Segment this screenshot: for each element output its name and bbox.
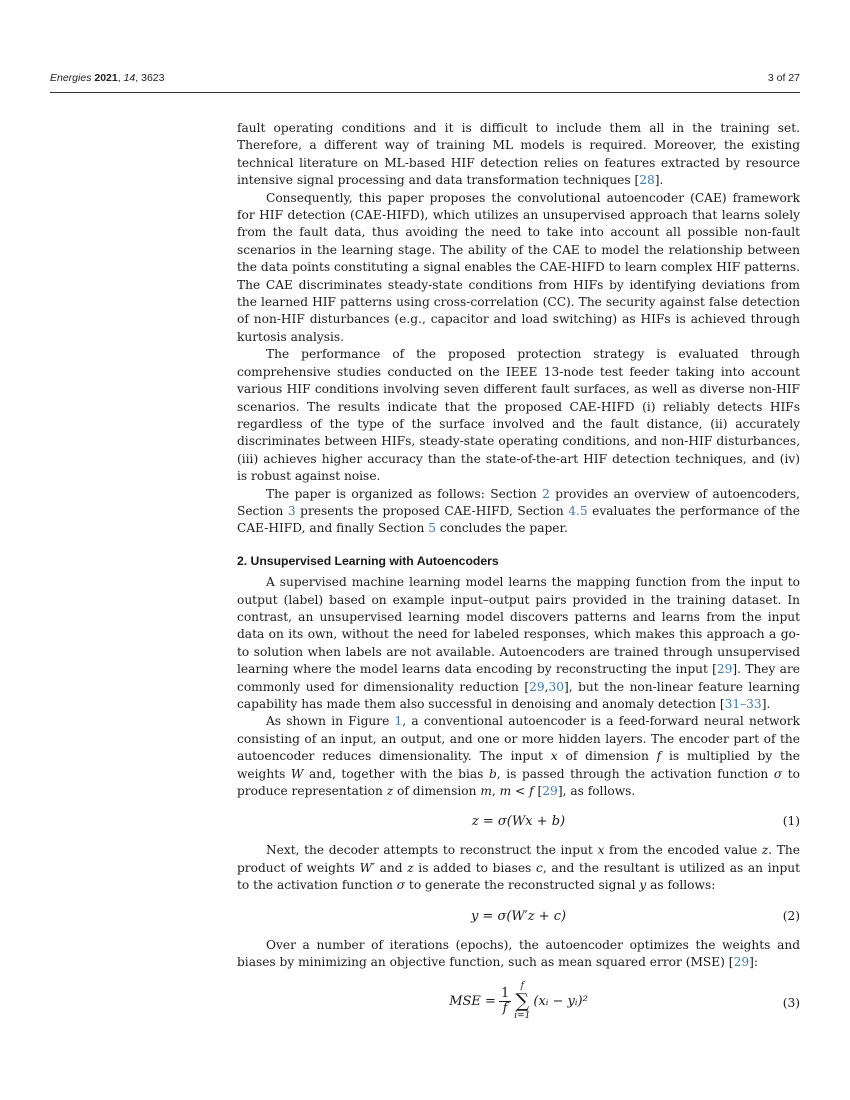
citation-30[interactable]: 30 [548,679,565,694]
paragraph-1-text: fault operating conditions and it is difficult to include them all in the training set. Therefore, a different way of training ML models is required. Moreover, the existing technical literature on ML-based HIF detection relies on features extracted by resource intensive signal processing and data transformation techniques [ [237,121,800,188]
section-2-heading: 2. Unsupervised Learning with Autoencoders [237,553,499,568]
equation-1 [237,813,800,830]
section-link-4-5[interactable]: 4.5 [568,503,588,518]
var-W: W [290,766,304,781]
p7-b: from the encoded value [604,843,762,858]
p4-c: presents the proposed CAE-HIFD, Section [295,503,569,518]
p4-b: provides an overview of autoencoders, Section [237,486,800,518]
paragraph-1 [237,120,800,190]
p6-h: to produce representation [237,766,800,799]
p7-f: , and the resultant is utilized as an input to the activation function [237,860,800,893]
equation-2-formula: y = σ(W′z + c) [470,908,567,924]
equation-3-number: (3) [782,996,800,1011]
var-sigma: σ [773,766,783,781]
section-link-3[interactable]: 3 [287,503,296,518]
p6-e: and, together with the bias [303,766,489,781]
section-link-2[interactable]: 2 [542,486,550,501]
citation-28[interactable]: 28 [639,173,655,188]
var-sigma: σ [396,878,406,893]
p4-e: concludes the paper. [435,521,568,536]
article-number: 3623 [141,72,165,84]
equation-2 [237,908,800,925]
page-number: 3 of 27 [767,72,800,84]
p8-b: ]: [749,955,758,970]
citation-31-33[interactable]: 31–33 [724,697,762,711]
p7-g: to generate the reconstructed signal [405,878,640,893]
p7-a: Next, the decoder attempts to reconstruct the input [266,843,598,858]
mse-lhs: MSE = [449,994,496,1010]
p4-a: The paper is organized as follows: Section [266,486,543,501]
journal-name: Energies [50,72,92,84]
var-x: x [597,843,605,858]
paragraph-4 [237,486,800,538]
var-z: z [761,843,769,858]
var-W-prime: W′ [359,860,375,875]
summation [514,981,530,1022]
journal-volume: 14 [123,72,136,84]
p7-c: . The product of weights [237,843,800,875]
fraction [499,987,511,1016]
p5-a: A supervised machine learning model learns the mapping function from the input to output (label) based on example input–output pairs provided in the training dataset. In contrast, an unsupervised learning model discovers patterns and learns from the input data on its own, without the need for labeled responses, which makes this approach a go-to solution when labels are not available. Autoencoders are trained through unsupervised learning where the model learns data encoding by reconstructing the input [ [237,575,800,677]
sigma-icon: ∑ [515,990,530,1013]
equation-1-formula: z = σ(Wx + b) [471,814,566,830]
header-rule [50,92,800,93]
fraction-numerator: 1 [500,986,510,1002]
fraction-denominator: f [502,1001,508,1017]
var-y: y [639,878,647,893]
p6-i: of dimension [393,784,481,799]
p5-c: ], but the non-linear feature learning capability has made them also successful in denoising and anomaly detection [ [237,679,800,711]
p6-b: , a conventional autoencoder is a feed-forward neural network consisting of an input, an output, and one or more hidden layers. The encoder part of the autoencoder reduces dimensionality. The input [237,714,800,764]
p5-b: ]. They are commonly used for dimensionality reduction [ [237,662,800,694]
var-c: c [536,860,543,875]
p6-g: , is passed through the activation function [496,766,774,781]
page-header [50,72,800,88]
sum-upper: f [520,981,524,992]
paragraph-5 [237,574,800,713]
citation-29[interactable]: 29 [716,662,733,677]
equation-1-number: (1) [782,814,800,829]
paragraph-3: The performance of the proposed protection strategy is evaluated through comprehensive studies conducted on the IEEE 13-node test feeder taking into account various HIF conditions involving seven different fault surfaces, as well as diverse non-HIF scenarios. The results indicate that the proposed CAE-HIFD (i) reliably detects HIFs regardless of the type of the surface involved and the fault distance, (ii) accurately discriminates between HIFs, steady-state operating conditions, and non-HIF disturbances, (iii) achieves higher accuracy than the state-of-the-art HIF detection techniques, and (iv) is robust against noise. [237,347,800,484]
citation-29[interactable]: 29 [542,784,558,799]
equation-3 [237,981,800,1025]
p6-c: of dimension [557,749,657,764]
p6-j: , [491,784,500,799]
var-f: f [656,749,662,764]
p6-l: ], as follows. [557,784,636,799]
var-z: z [386,784,394,799]
paragraph-8 [237,937,800,972]
p5-comma: , [544,679,549,694]
journal-year: 2021 [94,72,118,84]
p4-d: evaluates the performance of the CAE-HIFD, and finally Section [237,503,800,536]
figure-link-1[interactable]: 1 [394,714,403,729]
sum-lower: i=1 [514,1011,531,1022]
mse-expression [449,981,588,1022]
sum-term: (xᵢ − yᵢ)² [533,994,588,1010]
equation-3-formula [237,981,800,1022]
var-b: b [488,766,497,781]
paragraph-7 [237,842,800,894]
paragraph-1-end: ]. [654,173,664,188]
p8-a: Over a number of iterations (epochs), the autoencoder optimizes the weights and biases by minimizing an objective function, such as mean squared error (MSE) [ [237,937,800,970]
citation-29[interactable]: 29 [529,679,545,694]
p6-d: is multiplied by the weights [237,749,800,781]
p6-a: As shown in Figure [266,714,395,729]
p7-e: is added to biases [413,860,537,875]
paragraph-6 [237,713,800,800]
p7-d: and [374,860,408,875]
var-z: z [407,860,414,875]
equation-2-number: (2) [782,908,800,923]
citation-29[interactable]: 29 [733,955,750,970]
section-link-5[interactable]: 5 [428,521,436,536]
article-body [237,120,800,1029]
journal-citation: Energies 2021, 14, 3623 [50,72,165,84]
paragraph-2: Consequently, this paper proposes the convolutional autoencoder (CAE) framework for HIF detection (CAE-HIFD), which utilizes an unsupervised approach that learns solely from the fault data, thus avoiding the need to take into account all possible non-fault scenarios in the learning stage. The ability of the CAE to model the relationship between the data points constituting a signal enables the CAE-HIFD to learn complex HIF patterns. The CAE discriminates steady-state conditions from HIFs by identifying deviations from the learned HIF patterns using cross-correlation (CC). The security against false detection of non-HIF disturbances (e.g., capacitor and load switching) as HIFs is achieved through kurtosis analysis. [237,190,800,344]
p7-h: as follows: [646,878,716,893]
var-m-lt-f: m < f [499,784,534,799]
var-m: m [480,784,492,799]
p6-k: [ [533,784,543,799]
var-x: x [550,749,558,764]
p5-d: ]. [761,697,771,711]
